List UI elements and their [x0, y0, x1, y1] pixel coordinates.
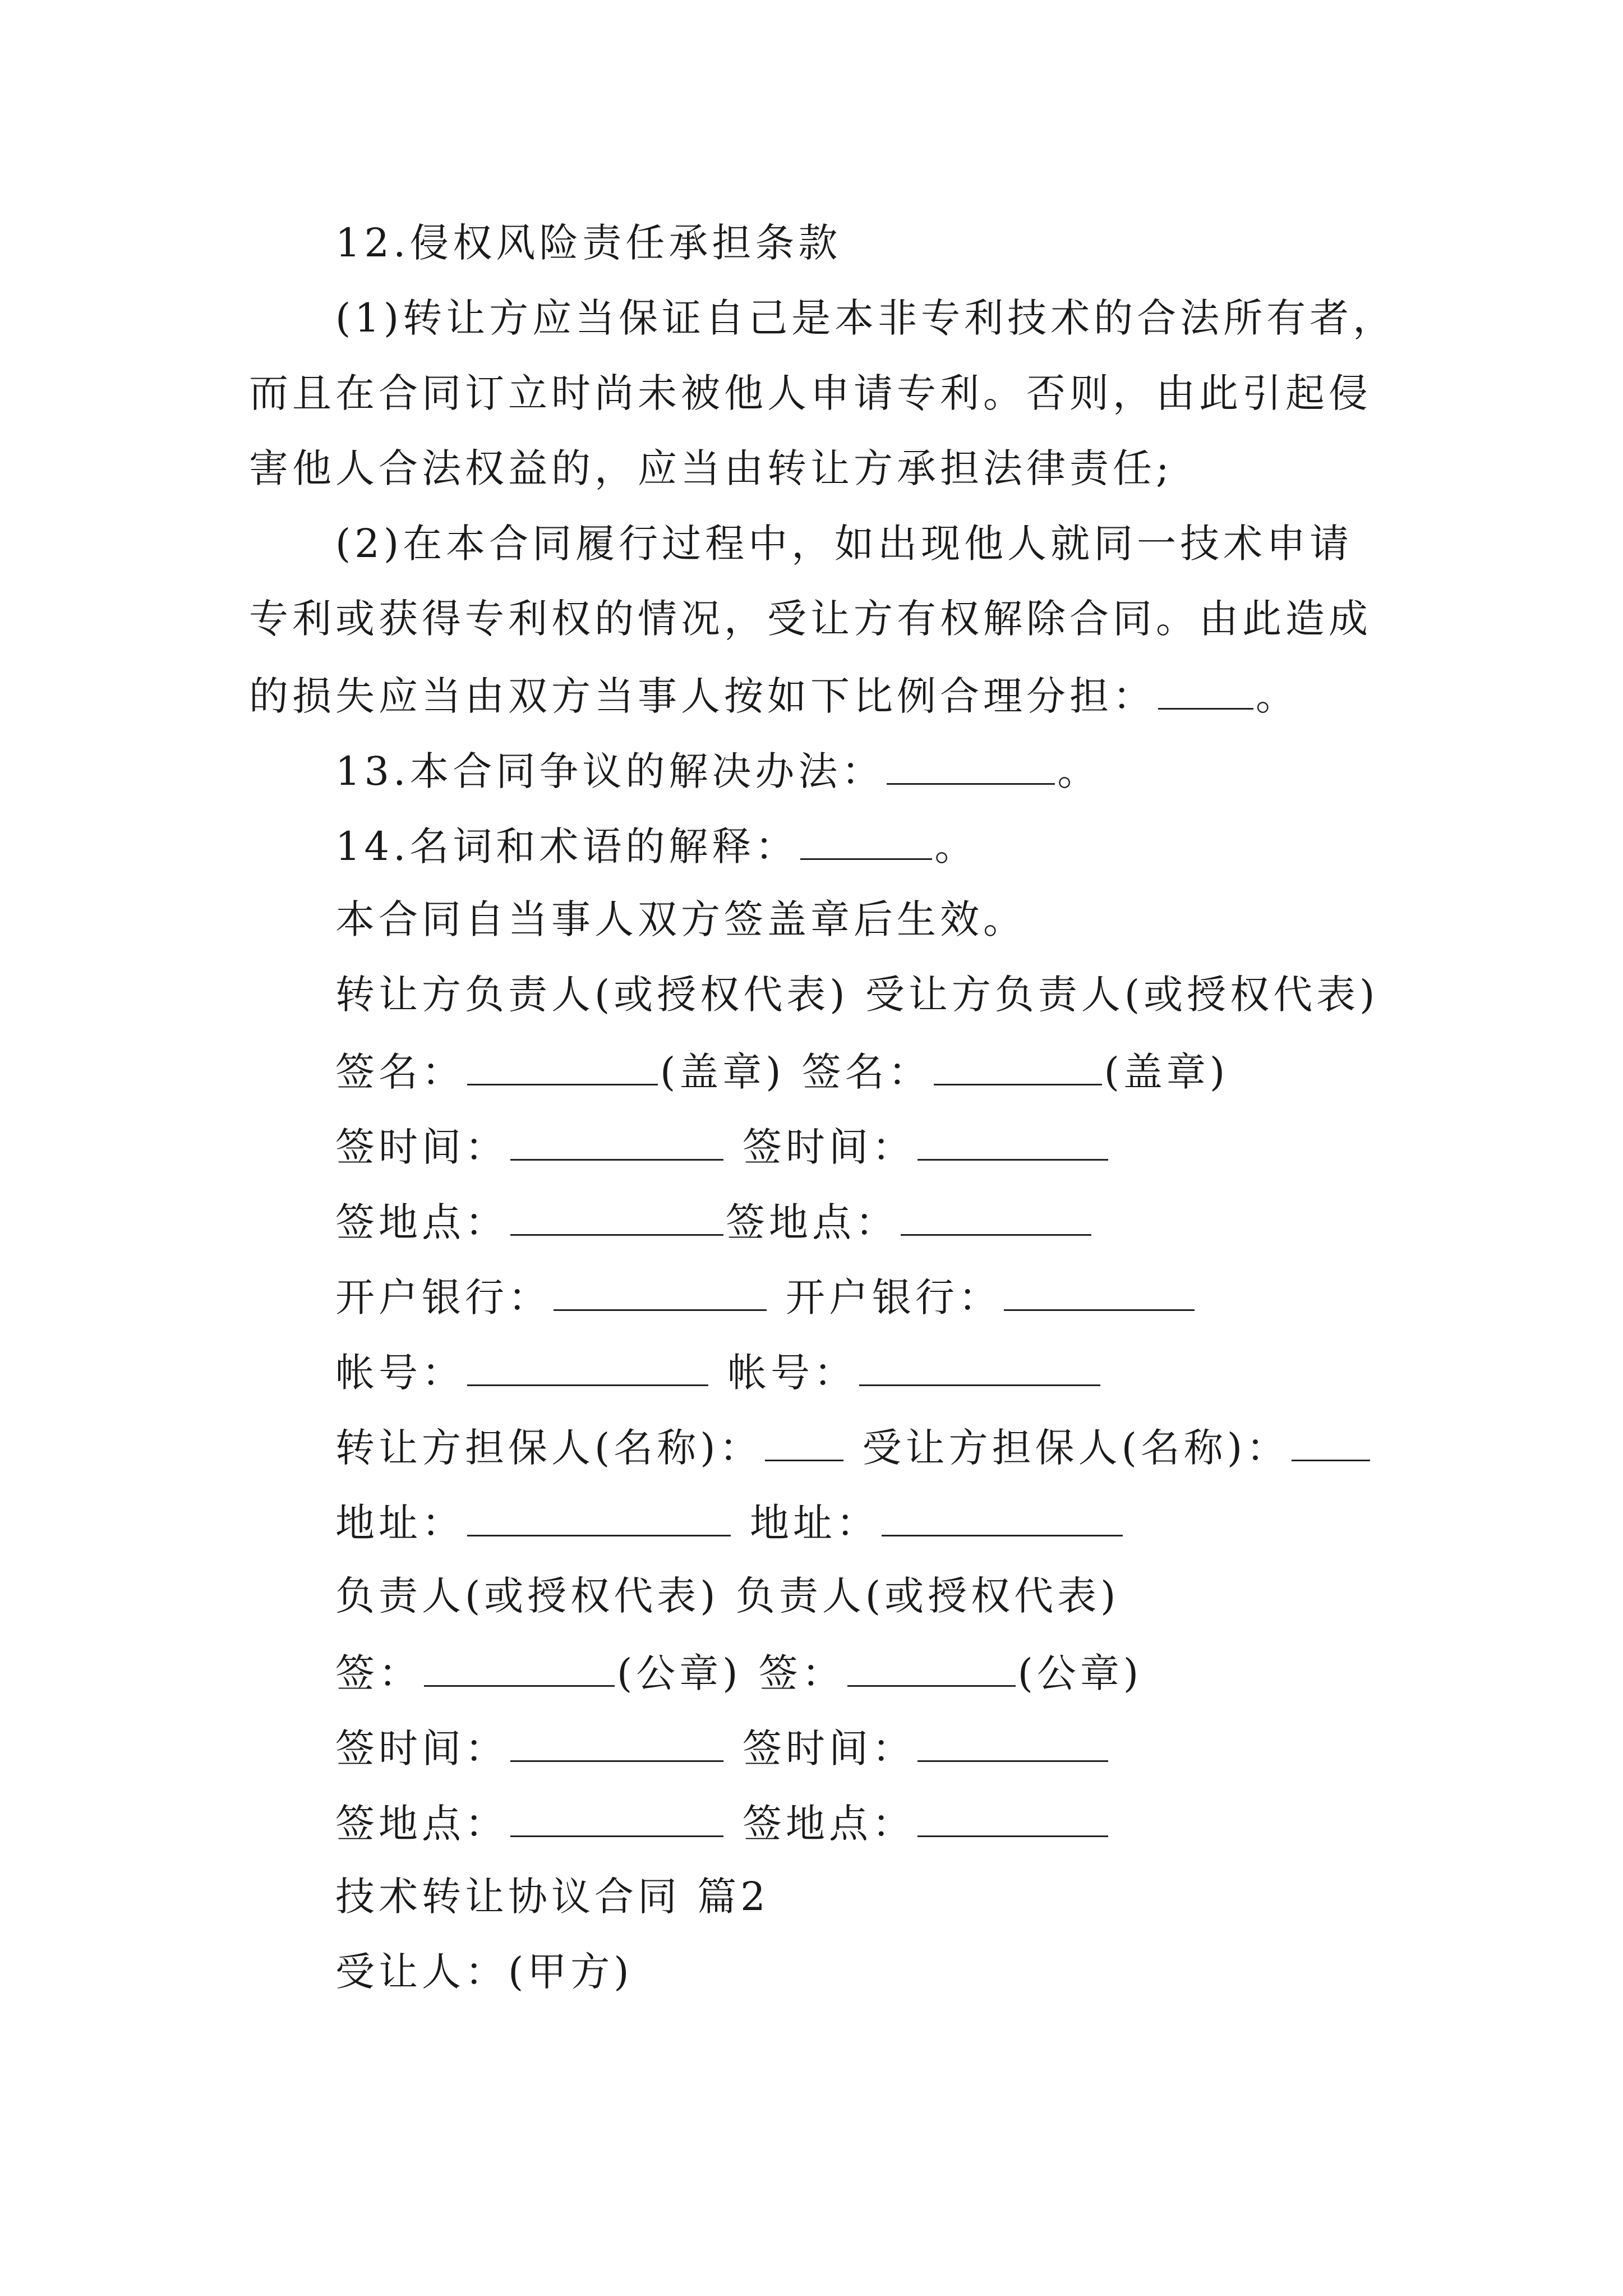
- transferor-signature-blank[interactable]: [467, 1050, 658, 1085]
- dispute-resolution-blank[interactable]: [887, 749, 1055, 785]
- transferee-guarantor-signature-blank[interactable]: [847, 1651, 1016, 1687]
- guarantor-sign-time-row: 签时间： 签时间：: [335, 1727, 1110, 1768]
- transferee-sign-place-blank[interactable]: [901, 1200, 1091, 1236]
- transferee-guarantor-sign-time-blank[interactable]: [917, 1727, 1108, 1762]
- transferor-guarantor-blank[interactable]: [765, 1426, 843, 1461]
- transferor-guarantor-sign-time-blank[interactable]: [510, 1727, 723, 1762]
- transferee-account-blank[interactable]: [859, 1351, 1100, 1386]
- transferor-bank-blank[interactable]: [554, 1276, 767, 1311]
- clause-12-item-1-line-1: (1)转让方应当保证自己是本非专利技术的合法所有者，: [335, 295, 1396, 341]
- clause-12-item-2-line-3: 的损失应当由双方当事人按如下比例合理分担： 。: [249, 673, 1299, 719]
- transferee-signature-blank[interactable]: [934, 1050, 1102, 1085]
- clause-12-title: 12.侵权风险责任承担条款: [335, 220, 842, 266]
- transferee-bank-blank[interactable]: [1004, 1276, 1195, 1311]
- sign-place-row: 签地点： 签地点：: [335, 1200, 1094, 1242]
- clause-12-item-2-line-2: 专利或获得专利权的情况，受让方有权解除合同。由此造成: [249, 596, 1372, 642]
- effective-clause: 本合同自当事人双方签盖章后生效。: [335, 896, 1026, 942]
- signature-row: 签名： (盖章) 签名： (盖章): [335, 1049, 1229, 1095]
- sign-time-row: 签时间： 签时间：: [335, 1125, 1110, 1167]
- clause-13: 13.本合同争议的解决办法： 。: [335, 748, 1101, 794]
- transferee-guarantor-sign-place-blank[interactable]: [917, 1802, 1108, 1837]
- terms-definition-blank[interactable]: [800, 825, 932, 860]
- loss-ratio-blank[interactable]: [1158, 674, 1253, 710]
- guarantor-sign-place-row: 签地点： 签地点：: [335, 1802, 1110, 1843]
- transferee-guarantor-address-blank[interactable]: [882, 1501, 1123, 1536]
- transferee-guarantor-blank[interactable]: [1292, 1426, 1370, 1461]
- guarantor-principals-header: 负责人(或授权代表) 负责人(或授权代表): [335, 1573, 1120, 1619]
- clause-12-item-1-line-3: 害他人合法权益的，应当由转让方承担法律责任;: [249, 445, 1173, 491]
- transferor-guarantor-sign-place-blank[interactable]: [510, 1802, 723, 1837]
- clause-12-item-2-line-1: (2)在本合同履行过程中，如出现他人就同一技术申请: [335, 521, 1353, 567]
- transferor-sign-time-blank[interactable]: [510, 1125, 723, 1161]
- assignee-line: 受让人：(甲方): [335, 1949, 633, 1995]
- guarantor-row: 转让方担保人(名称)： 受让方担保人(名称)：: [335, 1426, 1372, 1467]
- clause-12-item-1-line-2: 而且在合同订立时尚未被他人申请专利。否则，由此引起侵: [249, 370, 1372, 416]
- clause-14: 14.名词和术语的解释： 。: [335, 823, 978, 869]
- transferor-sign-place-blank[interactable]: [510, 1200, 723, 1236]
- transferee-sign-time-blank[interactable]: [917, 1125, 1108, 1161]
- address-row: 地址： 地址：: [335, 1501, 1125, 1543]
- principals-header: 转让方负责人(或授权代表) 受让方负责人(或授权代表): [335, 972, 1379, 1018]
- transferor-account-blank[interactable]: [467, 1351, 708, 1386]
- bank-row: 开户银行： 开户银行：: [335, 1276, 1197, 1317]
- transferor-guarantor-signature-blank[interactable]: [424, 1651, 615, 1687]
- account-row: 帐号： 帐号：: [335, 1351, 1103, 1392]
- guarantor-signature-row: 签： (公章) 签： (公章): [335, 1650, 1143, 1696]
- section-title: 技术转让协议合同 篇2: [335, 1874, 769, 1920]
- transferor-guarantor-address-blank[interactable]: [467, 1501, 731, 1536]
